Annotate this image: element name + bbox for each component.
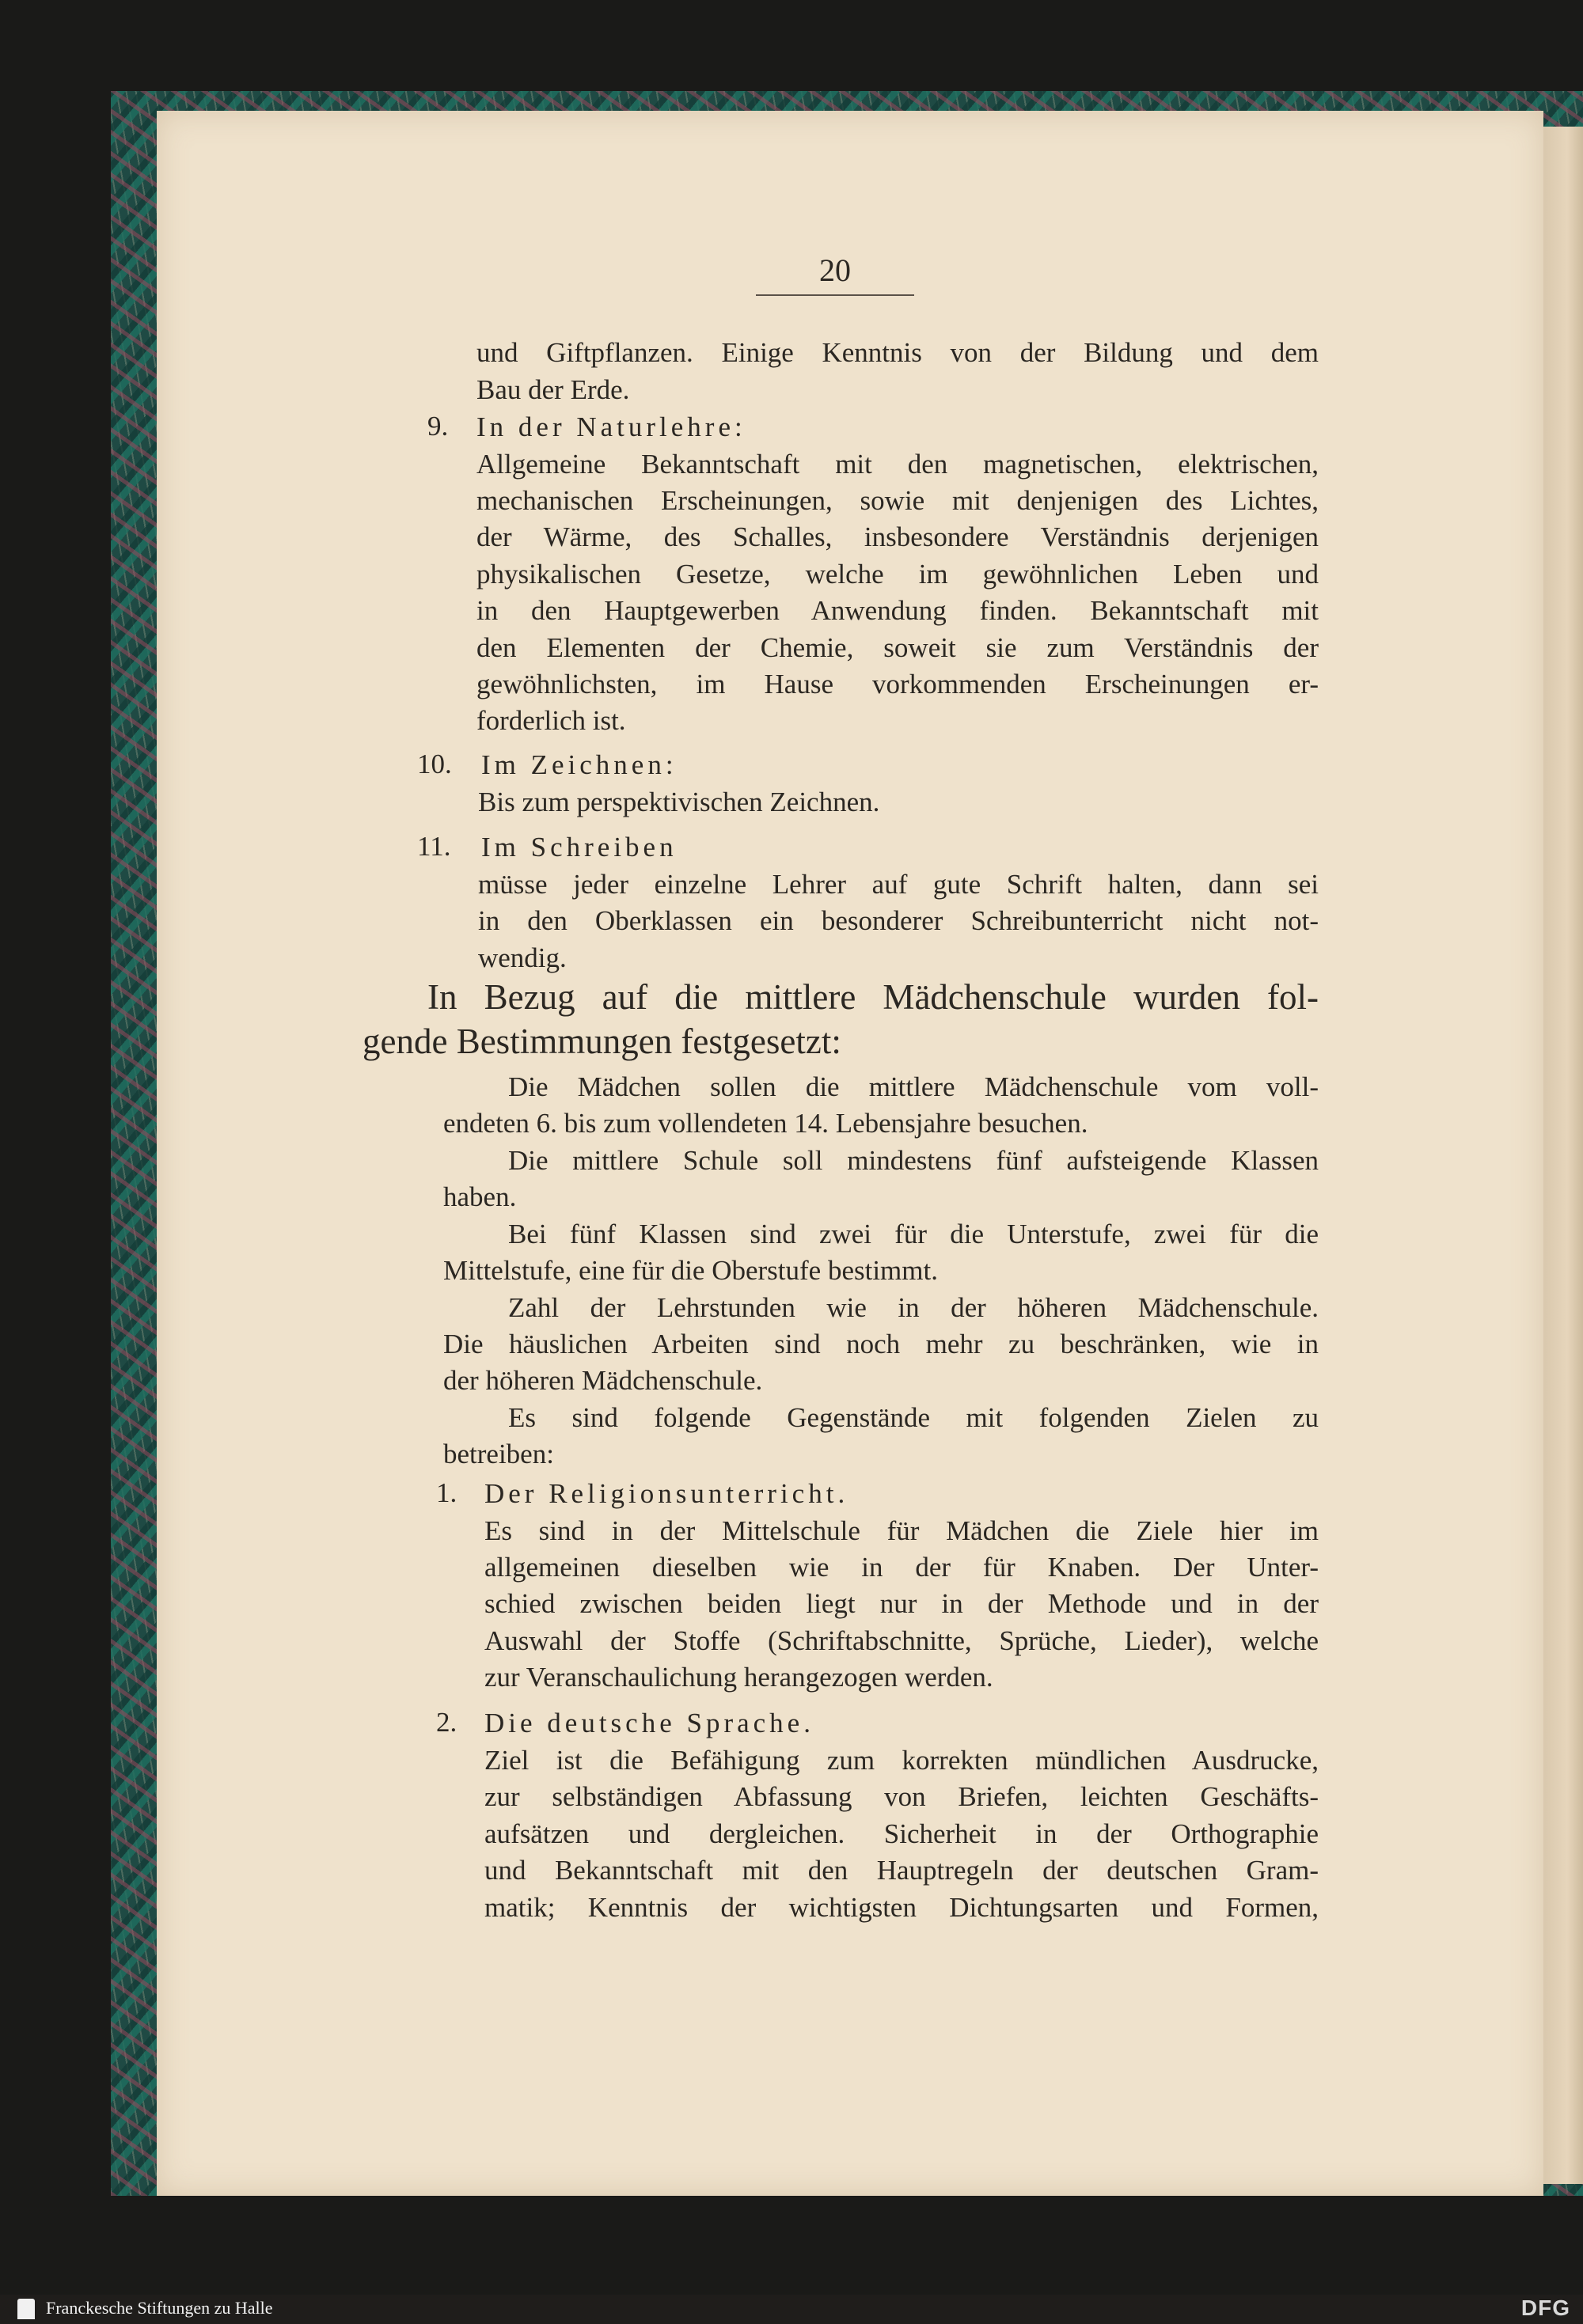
item-line: physikalischen Gesetze, welche im gewöhnlichen Leben und	[476, 559, 1319, 590]
intro-line: Bau der Erde.	[476, 374, 630, 405]
footer-dfg-logo: DFG	[1520, 2296, 1570, 2320]
item-heading: Die deutsche Sprache.	[484, 1708, 814, 1738]
next-page-edge	[1543, 127, 1583, 2184]
paragraph-line: Die mittlere Schule soll mindestens fünf aufsteigende Klassen	[508, 1145, 1319, 1176]
item-heading: Der Religionsunterricht.	[484, 1478, 849, 1509]
page-number: 20	[819, 252, 851, 288]
item-line: Auswahl der Stoffe (Schriftabschnitte, Sprüche, Lieder), welche	[484, 1625, 1319, 1656]
footer-institution: Franckesche Stiftungen zu Halle	[46, 2298, 273, 2318]
item-line: Bis zum perspektivischen Zeichnen.	[478, 787, 880, 817]
item-number: 11.	[417, 831, 451, 862]
page-number-rule	[756, 294, 914, 296]
item-line: aufsätzen und dergleichen. Sicherheit in der Orthographie	[484, 1818, 1319, 1849]
item-line: in den Hauptgewerben Anwendung finden. Bekanntschaft mit	[476, 595, 1319, 626]
item-number: 9.	[427, 411, 449, 442]
section-heading: In Bezug auf die mittlere Mädchenschule wurden fol-	[427, 977, 1319, 1017]
paragraph-line: der höheren Mädchenschule.	[443, 1365, 763, 1396]
item-heading: In der Naturlehre:	[476, 411, 746, 442]
paragraph-line: Es sind folgende Gegenstände mit folgenden Zielen zu	[508, 1402, 1319, 1433]
item-line: matik; Kenntnis der wichtigsten Dichtungsarten und Formen,	[484, 1892, 1319, 1923]
item-heading: Im Zeichnen:	[481, 749, 678, 780]
item-number: 10.	[417, 749, 452, 779]
item-number: 2.	[436, 1707, 457, 1738]
item-line: zur Veranschaulichung herangezogen werden.	[484, 1662, 993, 1693]
intro-line: und Giftpflanzen. Einige Kenntnis von der Bildung und dem	[476, 337, 1319, 368]
item-line: forderlich ist.	[476, 705, 626, 736]
item-line: in den Oberklassen ein besonderer Schreibunterricht nicht not-	[478, 905, 1319, 936]
item-line: allgemeinen dieselben wie in der für Knaben. Der Unter-	[484, 1552, 1319, 1583]
item-line: wendig.	[478, 942, 567, 973]
paragraph-line: haben.	[443, 1181, 517, 1212]
institution-logo-icon	[17, 2299, 35, 2319]
paragraph-line: Bei fünf Klassen sind zwei für die Unterstufe, zwei für die	[508, 1219, 1319, 1249]
item-number: 1.	[436, 1477, 457, 1508]
item-line: Allgemeine Bekanntschaft mit den magnetischen, elektrischen,	[476, 449, 1319, 480]
item-line: der Wärme, des Schalles, insbesondere Verständnis derjenigen	[476, 521, 1319, 552]
paragraph-line: Die Mädchen sollen die mittlere Mädchenschule vom voll-	[508, 1071, 1319, 1102]
item-line: zur selbständigen Abfassung von Briefen, leichten Geschäfts-	[484, 1781, 1319, 1812]
item-line: und Bekanntschaft mit den Hauptregeln der deutschen Gram-	[484, 1855, 1319, 1886]
paragraph-line: Zahl der Lehrstunden wie in der höheren Mädchenschule.	[508, 1292, 1319, 1323]
item-line: den Elementen der Chemie, soweit sie zum Verständnis der	[476, 632, 1319, 663]
paragraph-line: endeten 6. bis zum vollendeten 14. Lebensjahre besuchen.	[443, 1108, 1088, 1139]
item-line: Es sind in der Mittelschule für Mädchen die Ziele hier im	[484, 1515, 1319, 1546]
paragraph-line: Mittelstufe, eine für die Oberstufe bestimmt.	[443, 1255, 938, 1286]
item-line: gewöhnlichsten, im Hause vorkommenden Erscheinungen er-	[476, 669, 1319, 699]
paragraph-line: Die häuslichen Arbeiten sind noch mehr zu beschränken, wie in	[443, 1329, 1319, 1359]
section-heading: gende Bestimmungen festgesetzt:	[363, 1022, 841, 1061]
item-heading: Im Schreiben	[481, 832, 678, 862]
item-line: schied zwischen beiden liegt nur in der Methode und in der	[484, 1588, 1319, 1619]
item-line: Ziel ist die Befähigung zum korrekten mündlichen Ausdrucke,	[484, 1745, 1319, 1776]
item-line: mechanischen Erscheinungen, sowie mit denjenigen des Lichtes,	[476, 485, 1319, 516]
item-line: müsse jeder einzelne Lehrer auf gute Schrift halten, dann sei	[478, 869, 1319, 900]
paragraph-line: betreiben:	[443, 1439, 554, 1469]
